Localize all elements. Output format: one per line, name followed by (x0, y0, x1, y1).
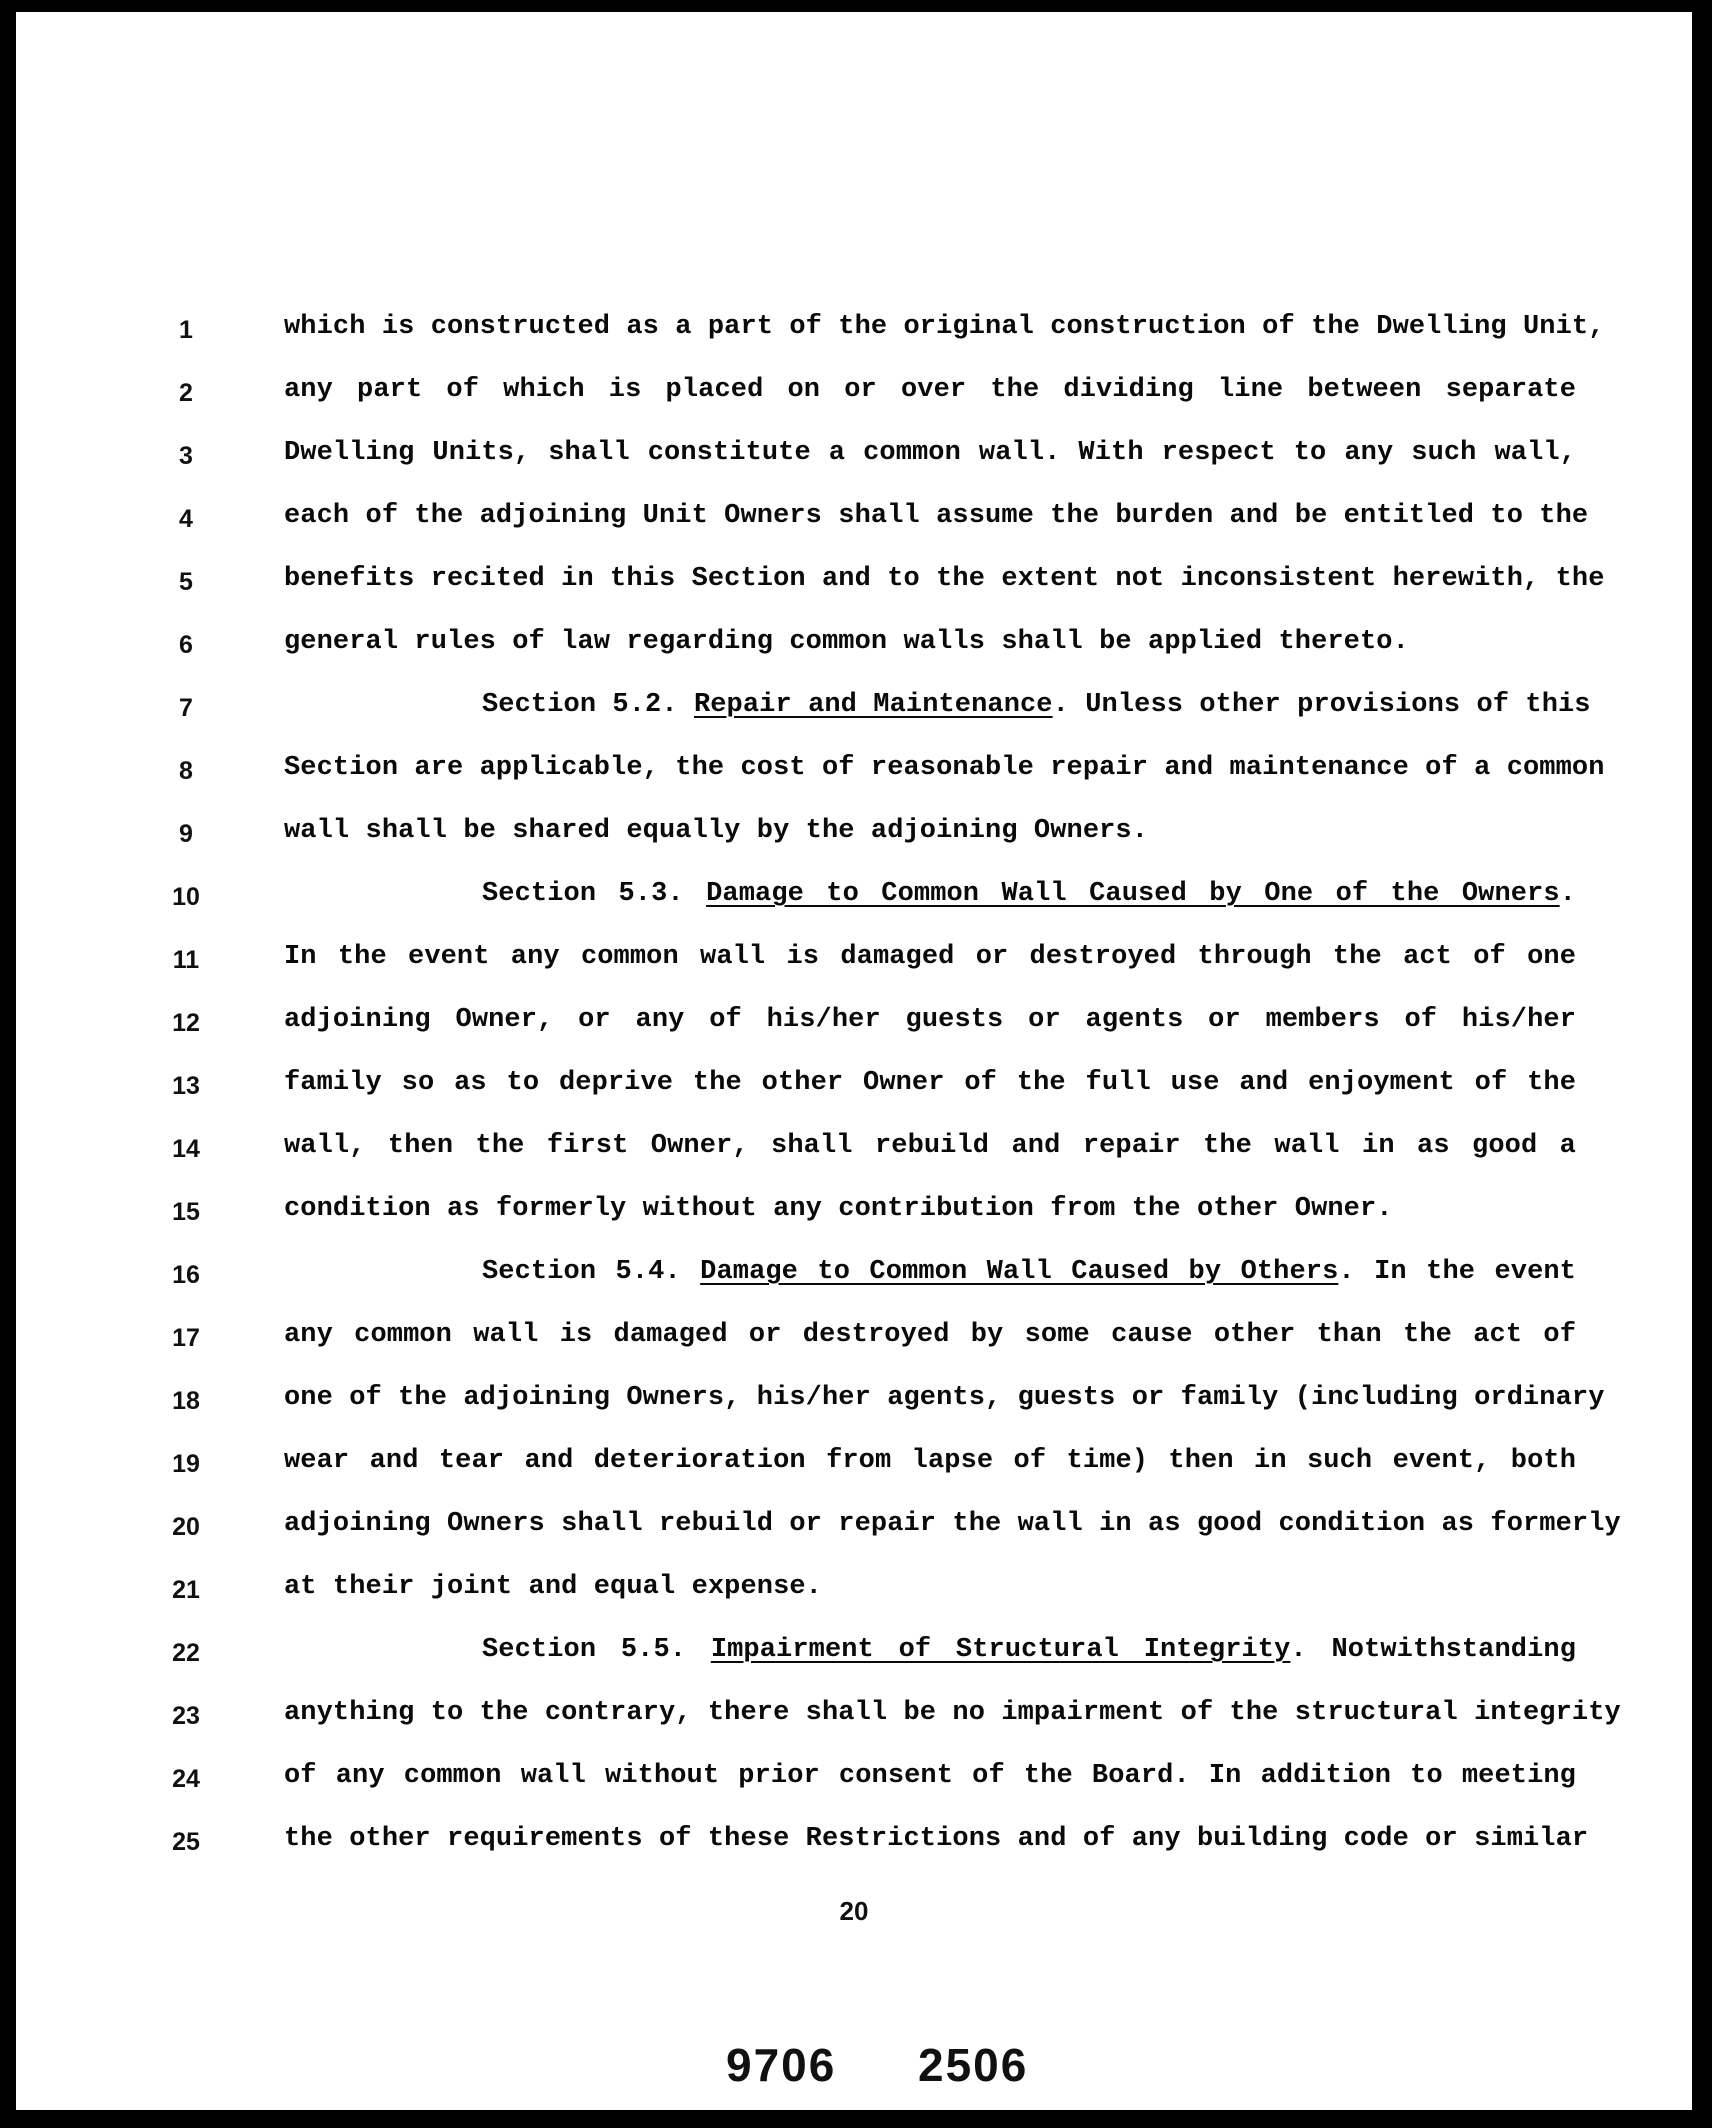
line-number: 8 (179, 757, 193, 785)
line-number: 24 (172, 1765, 200, 1793)
line-text: family so as to deprive the other Owner of the full use and enjoyment of the (284, 1068, 1576, 1098)
line-text: In the event any common wall is damaged or destroyed through the act of one (284, 942, 1576, 972)
line-number: 5 (179, 568, 193, 596)
document-line (16, 1320, 1692, 1360)
section-number: Section 5.5. (482, 1635, 687, 1665)
document-line (16, 1383, 1692, 1423)
document-line (16, 1194, 1692, 1234)
section-heading-line (16, 690, 1692, 730)
document-line (16, 1131, 1692, 1171)
document-line (16, 1698, 1692, 1738)
section-continuation: . (1559, 879, 1576, 909)
page-number: 20 (839, 1896, 869, 1926)
document-line (16, 501, 1692, 541)
document-line (16, 942, 1692, 982)
section-continuation: . Notwithstanding (1290, 1635, 1576, 1665)
line-number: 16 (172, 1261, 200, 1289)
line-number: 11 (172, 946, 200, 974)
line-number: 18 (172, 1387, 200, 1415)
line-number: 15 (172, 1198, 200, 1226)
document-line (16, 1005, 1692, 1045)
line-text: wall shall be shared equally by the adjoining Owners. (284, 816, 1149, 846)
line-text: Dwelling Units, shall constitute a common wall. With respect to any such wall, (284, 438, 1576, 468)
line-text (284, 1257, 1576, 1287)
line-number: 21 (172, 1576, 200, 1604)
section-title: Damage to Common Wall Caused by One of the Owners (706, 879, 1560, 909)
line-number: 2 (179, 379, 193, 407)
document-page (16, 12, 1692, 2110)
document-line (16, 312, 1692, 352)
line-number: 3 (179, 442, 193, 470)
document-line (16, 1761, 1692, 1801)
line-number: 19 (172, 1450, 200, 1478)
line-text: of any common wall without prior consent of the Board. In addition to meeting (284, 1761, 1576, 1791)
line-text: the other requirements of these Restrictions and of any building code or similar (284, 1824, 1589, 1854)
section-heading-line (16, 1257, 1692, 1297)
line-text: adjoining Owner, or any of his/her guests or agents or members of his/her (284, 1005, 1576, 1035)
document-line (16, 753, 1692, 793)
document-line (16, 1824, 1692, 1864)
section-heading-line (16, 879, 1692, 919)
line-text (284, 690, 1591, 720)
document-line (16, 627, 1692, 667)
line-number: 13 (172, 1072, 200, 1100)
section-continuation: . In the event (1338, 1257, 1576, 1287)
section-number: Section 5.2. (482, 690, 678, 720)
section-title: Impairment of Structural Integrity (710, 1635, 1291, 1665)
document-line (16, 1572, 1692, 1612)
document-line (16, 1068, 1692, 1108)
recording-page-number: 2506 (918, 2039, 1029, 2091)
section-continuation: . Unless other provisions of this (1052, 690, 1591, 720)
line-text: condition as formerly without any contribution from the other Owner. (284, 1194, 1393, 1224)
line-number: 4 (179, 505, 193, 533)
line-number: 7 (179, 694, 193, 722)
line-number: 20 (172, 1513, 200, 1541)
section-number: Section 5.3. (482, 879, 684, 909)
section-title: Repair and Maintenance (693, 690, 1053, 720)
line-text: one of the adjoining Owners, his/her agents, guests or family (including ordinary (284, 1383, 1605, 1413)
document-line (16, 438, 1692, 478)
line-number: 23 (172, 1702, 200, 1730)
line-text: any common wall is damaged or destroyed by some cause other than the act of (284, 1320, 1576, 1350)
line-number: 22 (172, 1639, 200, 1667)
line-text: wall, then the first Owner, shall rebuild and repair the wall in as good a (284, 1131, 1576, 1161)
line-text: wear and tear and deterioration from lapse of time) then in such event, both (284, 1446, 1576, 1476)
line-text: each of the adjoining Unit Owners shall assume the burden and be entitled to the (284, 501, 1589, 531)
section-heading-line (16, 1635, 1692, 1675)
line-number: 10 (172, 883, 200, 911)
line-number: 14 (172, 1135, 200, 1163)
line-number: 1 (179, 316, 193, 344)
line-text: general rules of law regarding common walls shall be applied thereto. (284, 627, 1409, 657)
line-text: at their joint and equal expense. (284, 1572, 822, 1602)
recording-book-number: 9706 (726, 2039, 837, 2091)
document-line (16, 816, 1692, 856)
line-text: adjoining Owners shall rebuild or repair the wall in as good condition as formerly (284, 1509, 1621, 1539)
document-line (16, 1509, 1692, 1549)
section-title: Damage to Common Wall Caused by Others (700, 1257, 1339, 1287)
line-number: 25 (172, 1828, 200, 1856)
line-number: 6 (179, 631, 193, 659)
document-line (16, 375, 1692, 415)
line-text: Section are applicable, the cost of reasonable repair and maintenance of a common (284, 753, 1605, 783)
document-line (16, 564, 1692, 604)
line-text: any part of which is placed on or over the dividing line between separate (284, 375, 1576, 405)
section-number: Section 5.4. (482, 1257, 681, 1287)
line-text: anything to the contrary, there shall be no impairment of the structural integrity (284, 1698, 1621, 1728)
line-text (284, 879, 1576, 909)
line-number: 9 (179, 820, 193, 848)
line-number: 17 (172, 1324, 200, 1352)
line-text: which is constructed as a part of the original construction of the Dwelling Unit, (284, 312, 1605, 342)
document-line (16, 1446, 1692, 1486)
line-text: benefits recited in this Section and to the extent not inconsistent herewith, the (284, 564, 1605, 594)
line-text (284, 1635, 1576, 1665)
line-number: 12 (172, 1009, 200, 1037)
